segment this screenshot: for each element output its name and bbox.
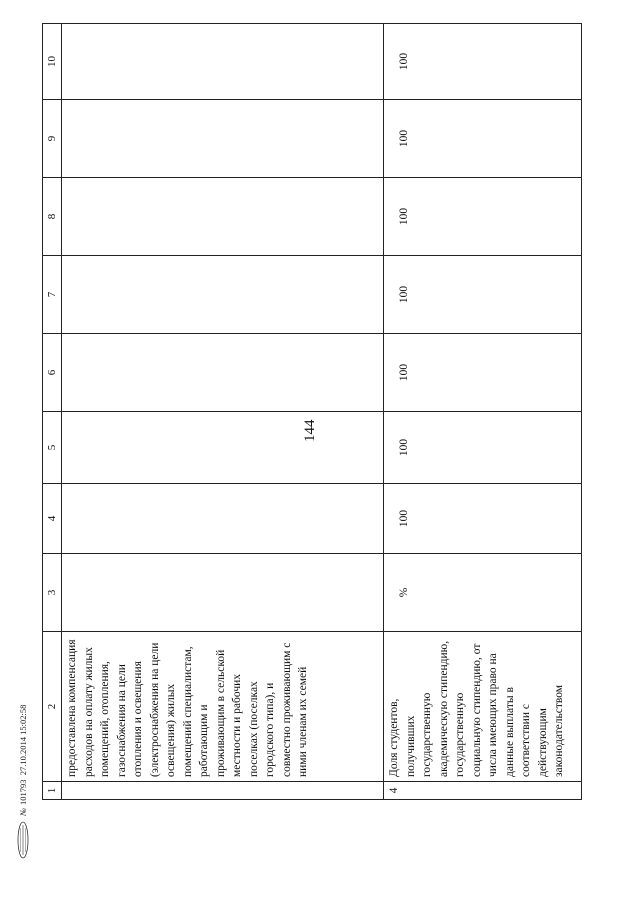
table-cell xyxy=(62,100,384,178)
table-cell: 100 xyxy=(384,100,582,178)
table-cell: 100 xyxy=(384,178,582,256)
table-cell xyxy=(62,782,384,800)
header-cell: 10 xyxy=(43,24,62,100)
page-number: 144 xyxy=(302,419,318,442)
table-cell: 100 xyxy=(384,24,582,100)
table-cell: 100 xyxy=(384,412,582,484)
header-cell: 7 xyxy=(43,256,62,334)
header-cell: 8 xyxy=(43,178,62,256)
table-header-row xyxy=(43,24,62,800)
header-cell: 3 xyxy=(43,554,62,632)
table-row xyxy=(62,24,384,800)
data-table xyxy=(42,23,582,800)
number-sign: № xyxy=(18,807,28,816)
header-cell: 5 xyxy=(43,412,62,484)
data-table-wrapper xyxy=(42,44,582,800)
header-cell: 6 xyxy=(43,334,62,412)
document-number: 101793 xyxy=(18,779,28,805)
stamp-icon xyxy=(17,820,29,860)
table-cell xyxy=(62,256,384,334)
table-cell: 100 xyxy=(384,334,582,412)
table-cell: предоставлена компенсация расходов на оплату жилых помещений, отопления, газоснабжения на цели отопления и освещения (электроснабжения на цели освещения) жилых помещений специалистам, работающим и проживающим в сельской местности и рабочих поселках (поселках городского типа), и совместно проживающим с ними членам их семей xyxy=(62,632,384,782)
document-datetime: 27.10.2014 15:02:58 xyxy=(18,704,28,776)
table-cell: Доля студентов, получивших государственную академическую стипендию, государственную социальную стипендию, от числа имеющих право на данные выплаты в соответствии с действующим законодательством xyxy=(384,632,582,782)
table-cell xyxy=(62,334,384,412)
header-cell: 1 xyxy=(43,782,62,800)
table-cell xyxy=(62,554,384,632)
table-row xyxy=(384,24,582,800)
table-cell xyxy=(62,412,384,484)
header-cell: 9 xyxy=(43,100,62,178)
table-cell xyxy=(62,24,384,100)
table-cell: % xyxy=(384,554,582,632)
table-cell: 100 xyxy=(384,484,582,554)
document-footer xyxy=(17,705,29,860)
header-cell: 4 xyxy=(43,484,62,554)
table-cell: 100 xyxy=(384,256,582,334)
table-cell xyxy=(62,484,384,554)
header-cell: 2 xyxy=(43,632,62,782)
table-cell xyxy=(62,178,384,256)
table-cell: 4 xyxy=(384,782,582,800)
